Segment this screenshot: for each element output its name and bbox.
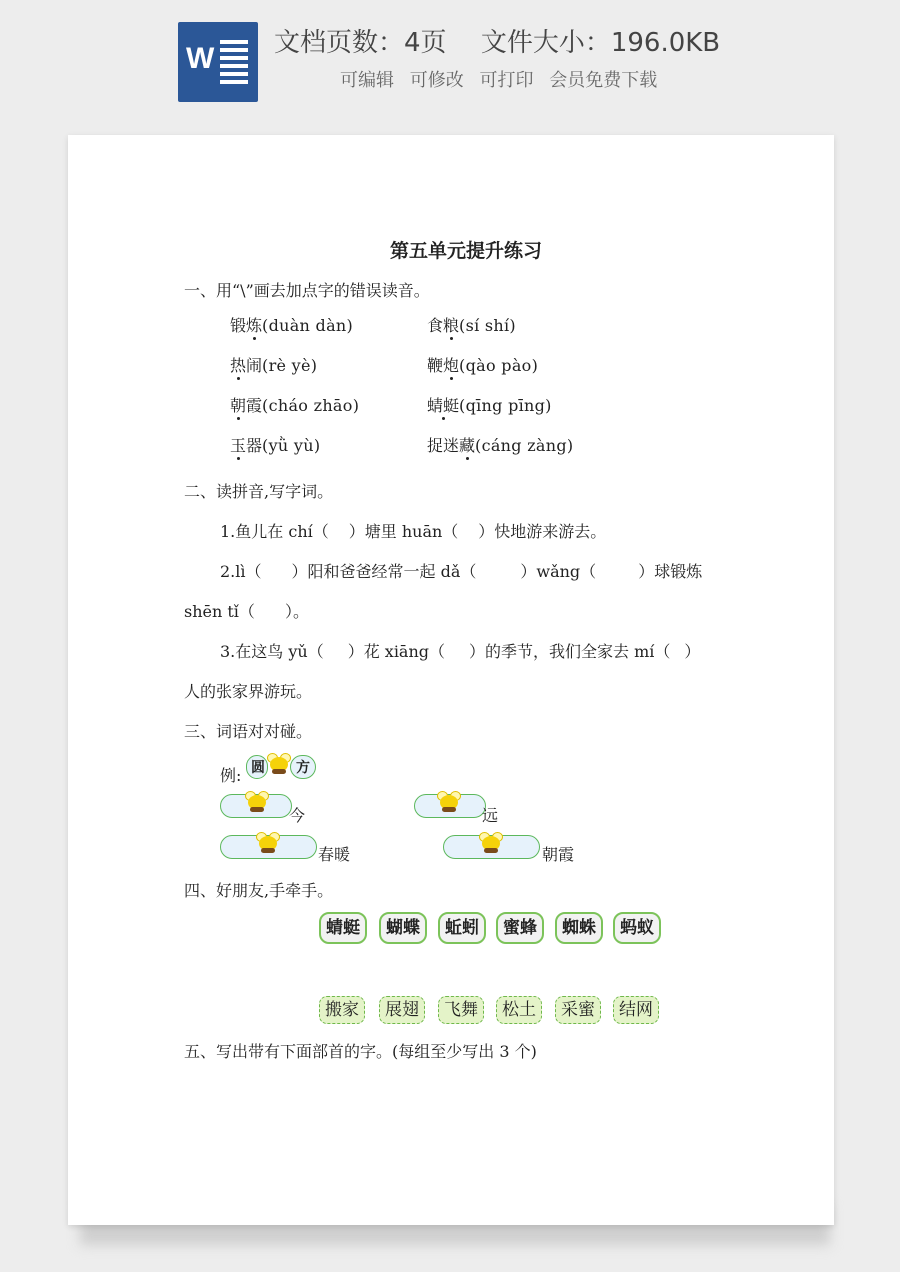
s2-question-3: 3.在这鸟 yǔ（ ）花 xiāng（ ）的季节，我们全家去 mí（ ） <box>220 642 701 661</box>
bee-icon <box>267 753 291 775</box>
match-word-1: 今 <box>289 806 306 825</box>
section1-heading: 一、用“\”画去加点字的错误读音。 <box>184 281 430 300</box>
s2-question-3-cont: 人的张家界游玩。 <box>184 682 313 701</box>
page-count: 文档页数：4页 <box>274 28 447 58</box>
feature-modifiable: 可修改 <box>409 70 464 91</box>
feature-list <box>340 66 657 92</box>
insect-tag-3[interactable]: 蚯蚓 <box>438 912 486 944</box>
bee-icon <box>245 791 269 813</box>
doc-meta <box>274 22 720 59</box>
action-tag-3[interactable]: 飞舞 <box>438 996 484 1024</box>
file-size: 文件大小：196.0KB <box>480 28 721 58</box>
s1-item-1: 锻炼(duàn dàn) <box>230 316 354 335</box>
section2-heading: 二、读拼音,写字词。 <box>184 482 334 501</box>
insect-tag-2[interactable]: 蝴蝶 <box>379 912 427 944</box>
action-tag-4[interactable]: 松土 <box>496 996 542 1024</box>
section5-heading: 五、写出带有下面部首的字。(每组至少写出 3 个) <box>184 1042 537 1061</box>
s1-item-7: 玉器(yǜ yù) <box>230 436 321 455</box>
doc-info-header <box>0 0 900 120</box>
feature-free-download: 会员免费下载 <box>549 70 658 91</box>
example-label: 例: <box>220 766 242 785</box>
s2-question-2-cont: shēn tǐ（ ）。 <box>184 602 309 621</box>
s2-question-2: 2.lì（ ）阳和爸爸经常一起 dǎ（ ）wǎng（ ）球锻炼 <box>220 562 703 581</box>
s1-item-4: 鞭炮(qào pào) <box>427 356 539 375</box>
s1-item-6: 蜻蜓(qīng pīng) <box>427 396 552 415</box>
example-right-char: 方 <box>296 760 310 776</box>
match-word-4: 朝霞 <box>542 845 575 864</box>
section3-heading: 三、词语对对碰。 <box>184 722 313 741</box>
s1-item-5: 朝霞(cháo zhāo) <box>230 396 360 415</box>
feature-printable: 可打印 <box>479 70 534 91</box>
doc-title: 第五单元提升练习 <box>390 240 543 262</box>
word-doc-icon: W <box>178 22 258 102</box>
action-tag-5[interactable]: 采蜜 <box>555 996 601 1024</box>
s1-item-8: 捉迷藏(cáng zàng) <box>427 436 574 455</box>
s1-item-2: 食粮(sí shí) <box>427 316 516 335</box>
bee-icon <box>256 832 280 854</box>
action-tag-1[interactable]: 搬家 <box>319 996 365 1024</box>
insect-tag-1[interactable]: 蜻蜓 <box>319 912 367 944</box>
example-left-char: 圆 <box>251 760 265 776</box>
feature-editable: 可编辑 <box>340 70 394 91</box>
bee-icon <box>437 791 461 813</box>
action-tag-2[interactable]: 展翅 <box>379 996 425 1024</box>
insect-tag-4[interactable]: 蜜蜂 <box>496 912 544 944</box>
match-word-2: 远 <box>482 806 499 825</box>
section4-heading: 四、好朋友,手牵手。 <box>184 881 334 900</box>
insect-tag-5[interactable]: 蜘蛛 <box>555 912 603 944</box>
match-word-3: 春暖 <box>318 845 351 864</box>
s1-item-3: 热闹(rè yè) <box>230 356 318 375</box>
s2-question-1: 1.鱼儿在 chí（ ）塘里 huān（ ）快地游来游去。 <box>220 522 607 541</box>
document-page <box>68 135 834 1225</box>
bee-icon <box>479 832 503 854</box>
action-tag-6[interactable]: 结网 <box>613 996 659 1024</box>
insect-tag-6[interactable]: 蚂蚁 <box>613 912 661 944</box>
